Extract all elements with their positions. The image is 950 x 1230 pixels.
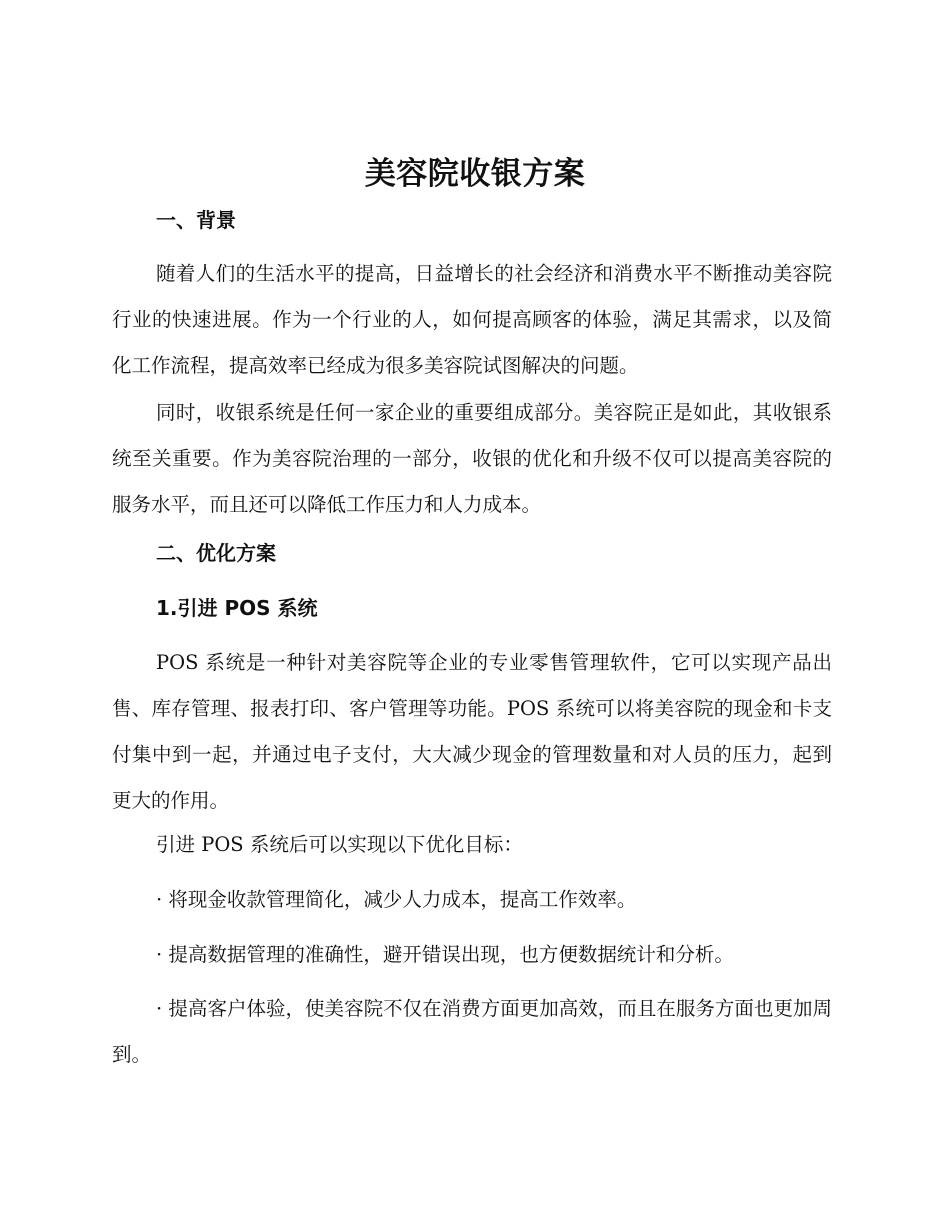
section-heading-background: 一、背景 (156, 208, 236, 232)
paragraph-background-2: 同时，收银系统是任何一家企业的重要组成部分。美容院正是如此，其收银系统至关重要。作为美容院治理的一部分，收银的优化和升级不仅可以提高美容院的服务水平，而且还可以降低工作压力和人力成本。 (112, 401, 832, 516)
paragraph-pos-description: POS 系统是一种针对美容院等企业的专业零售管理软件，它可以实现产品出售、库存管理、报表打印、客户管理等功能。POS 系统可以将美容院的现金和卡支付集中到一起，并通过电子支付，大大减少现金的管理数量和对人员的压力，起到更大的作用。 (112, 651, 832, 812)
paragraph-pos-goals-intro: 引进 POS 系统后可以实现以下优化目标： (156, 833, 523, 856)
paragraph-background-1: 随着人们的生活水平的提高，日益增长的社会经济和消费水平不断推动美容院行业的快速进展。作为一个行业的人，如何提高顾客的体验，满足其需求，以及简化工作流程，提高效率已经成为很多美容院试图解决的问题。 (112, 262, 832, 377)
section-heading-optimization: 二、优化方案 (156, 541, 276, 565)
document-title: 美容院收银方案 (364, 156, 586, 192)
bullet-item: · 将现金收款管理简化，减少人力成本，提高工作效率。 (156, 888, 637, 911)
subheading-pos-system: 1.引进 POS 系统 (156, 596, 318, 620)
bullet-item: · 提高数据管理的准确性，避开错误出现，也方便数据统计和分析。 (156, 943, 734, 966)
bullet-item: · 提高客户体验，使美容院不仅在消费方面更加高效，而且在服务方面也更加周到。 (112, 997, 832, 1066)
